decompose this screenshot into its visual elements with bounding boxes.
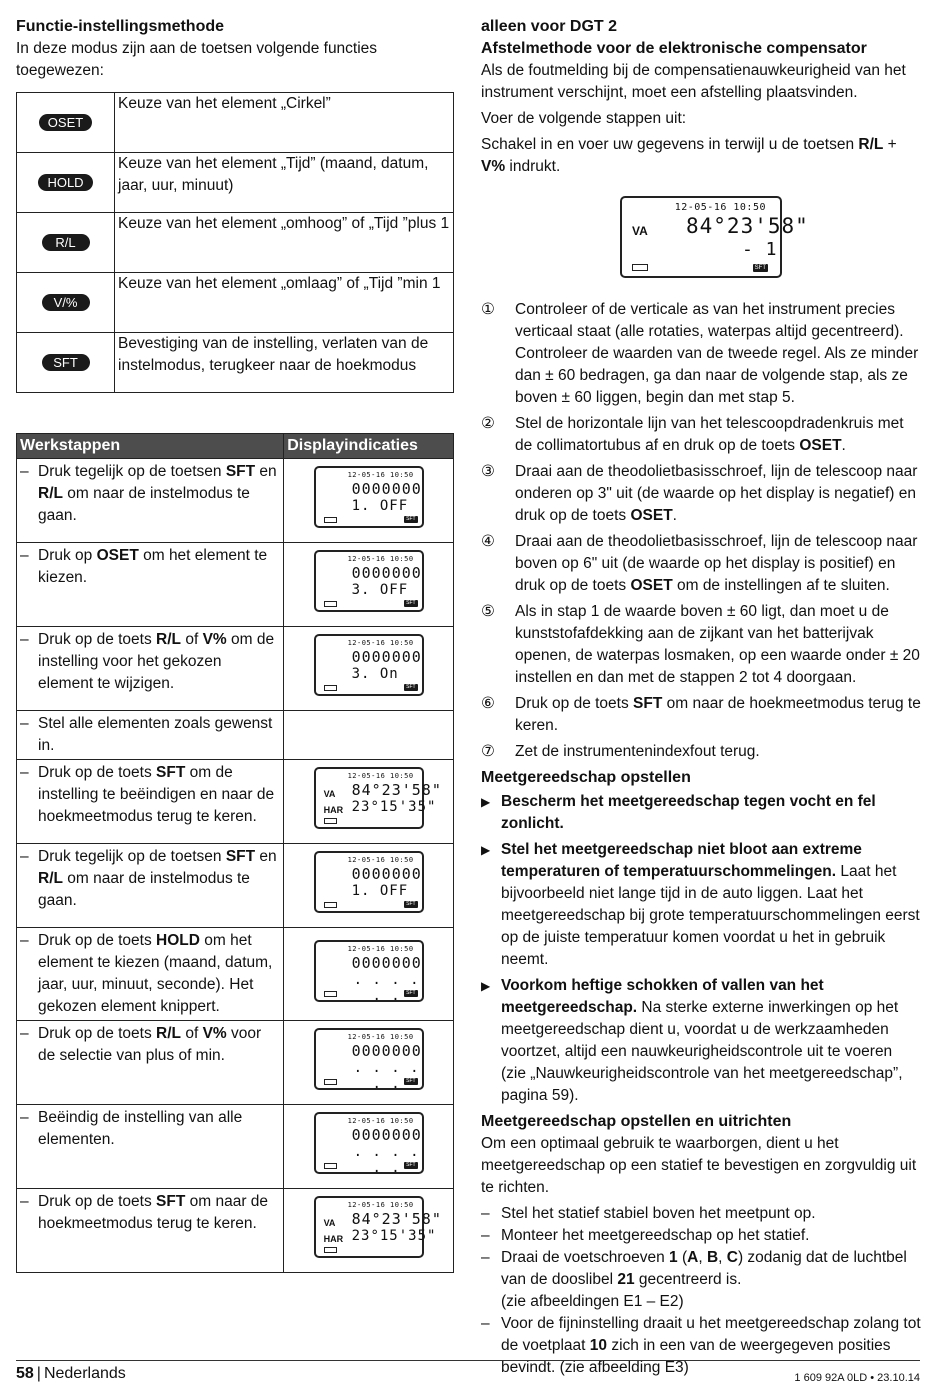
warning-item [481,975,921,1107]
footer-page-language [16,1363,126,1383]
function-row [17,213,454,273]
lcd-timestamp: 12-05-16 10:50 [347,639,414,647]
footer-code: 1 609 92A 0LD • 23.10.14 [794,1372,920,1383]
step-text: Druk op de toets SFT om de instelling te beëindigen en naar de hoekmeetmodus terug te keren. [38,764,275,825]
function-table [16,92,454,393]
paragraph-foutmelding: Als de foutmelding bij de compensatienauwkeurigheid van het instrument verschijnt, moet een afstelling plaatsvinden. [481,62,906,101]
lcd-timestamp: 12-05-16 10:50 [347,772,414,780]
lcd-timestamp: 12-05-16 10:50 [347,1201,414,1209]
lcd-timestamp: 12-05-16 10:50 [347,555,414,563]
triangle-right-icon: ▶ [481,843,491,857]
footer-separator: | [36,1365,41,1382]
warning-text: Bescherm het meetgereedschap tegen vocht en fel zonlicht. [501,793,876,832]
warning-item [481,791,921,835]
lcd-line2: 23°15'35" [351,1228,437,1244]
footer-language: Nederlands [43,1365,126,1382]
steps-table [16,433,454,1273]
step-number: ③ [481,463,495,480]
setup-step-text: Monteer het meetgereedschap op het statief. [501,1227,810,1244]
section-intro: In deze modus zijn aan de toetsen volgende functies toegewezen: [16,40,378,79]
function-row [17,333,454,393]
step-text: Draai aan de theodolietbasisschroef, lijn de telescoop naar boven op 6" uit (de waarde op het display is positief) en druk op de toets OSET om de instellingen af te sluiten. [515,533,918,594]
lcd-display [314,1112,424,1174]
warning-text: Stel het meetgereedschap niet bloot aan extreme temperaturen of temperatuurschommelingen. Laat het bijvoorbeeld niet lange tijd in de auto liggen. Laat het meetgereedschap bij grote temperatuurschommelingen eerst op de juiste temperatuur komen voordat u het in gebruik neemt. [501,841,920,968]
function-row [17,93,454,153]
step-row [17,459,454,543]
lcd-display [314,634,424,696]
sft-indicator-icon: SFT [406,989,416,996]
lcd-timestamp: 12-05-16 10:50 [347,1033,414,1041]
dash-marker: – [20,764,29,781]
numbered-step [481,461,921,527]
dash-marker: – [20,631,29,648]
setup-step [481,1247,921,1313]
step-number: ④ [481,533,495,550]
dash-marker: – [20,1109,29,1126]
lcd-timestamp: 12-05-16 10:50 [347,944,414,953]
lcd-line1: 0000000 [351,953,422,972]
step-text: Als in stap 1 de waarde boven ± 60 ligt, dan moet u de kunststofafdekking aan de zijkant van het batterijvak openen, de waterpas losmaken, op een waarde onder ± 20 instellen en dan met de stappen 2 tot 4 doorgaan. [515,603,920,686]
compensator-display [481,196,921,285]
battery-icon [324,1163,337,1169]
lcd-line2: . . . . . . [353,1060,420,1092]
numbered-step [481,413,921,457]
function-row [17,153,454,213]
lcd-ha-label: HAR [323,1234,344,1244]
display-cell [284,760,454,844]
display-cell [284,1105,454,1189]
lcd-timestamp: 12-05-16 10:50 [674,202,766,213]
step-text-cell [17,844,284,928]
lcd-line2: . . . . . . [353,971,420,1004]
step-text: Draai aan de theodolietbasisschroef, lijn de telescoop naar onderen op 3" uit (de waarde op het display is negatief) en druk op de toets OSET. [515,463,918,524]
lcd-line1: 84°23'58" [351,1210,442,1228]
function-description: Bevestiging van de instelling, verlaten van de instelmodus, terugkeer naar de hoekmodus [115,333,454,393]
lcd-line2: . . . . . . [353,1144,420,1176]
lcd-display [314,1196,442,1258]
display-cell [284,711,454,760]
function-description: Keuze van het element „Tijd” (maand, datum, jaar, uur, minuut) [115,153,454,213]
sft-indicator-icon: SFT [754,265,766,271]
step-text-cell [17,711,284,760]
lcd-line1: 0000000 [351,480,422,498]
lcd-line1: 0000000 [351,1042,422,1060]
step-text: Stel de horizontale lijn van het telescoopdradenkruis met de collimatortubus af en druk op de toets OSET. [515,415,904,454]
key-label: OSET [39,114,92,131]
battery-icon [324,902,337,908]
paragraph-stappen: Voer de volgende stappen uit: [481,110,687,127]
step-text-cell [17,459,284,543]
lcd-display [314,767,442,829]
key-cell [17,93,115,153]
dash-marker: – [20,848,29,865]
dash-marker: – [20,715,29,732]
lcd-line1: 84°23'58" [351,781,442,799]
battery-icon [324,1247,337,1253]
dash-marker: – [20,932,29,949]
step-row [17,543,454,627]
display-cell [284,928,454,1021]
dash-marker: – [20,1025,29,1042]
key-cell [17,273,115,333]
sft-indicator-icon: SFT [406,1162,416,1168]
triangle-right-icon: ▶ [481,979,491,993]
battery-icon [324,1079,337,1085]
key-label: SFT [42,354,90,371]
step-row [17,844,454,928]
paragraph-inschakelen: Schakel in en voer uw gegevens in terwijl u de toetsen R/L + V% indrukt. [481,136,897,175]
numbered-steps [481,299,921,763]
step-row [17,1105,454,1189]
sft-indicator-icon: SFT [406,1078,416,1084]
heading-compensator: Afstelmethode voor de elektronische compensator [481,40,867,57]
dash-marker: – [481,1205,490,1222]
battery-icon [324,818,337,824]
step-number: ① [481,301,495,318]
lcd-line2: - 1 [742,239,778,260]
sft-indicator-icon: SFT [406,600,416,606]
display-cell [284,627,454,711]
lcd-va-label: VA [632,224,648,238]
dash-marker: – [481,1227,490,1244]
step-text-cell [17,928,284,1021]
step-text: Druk op de toets SFT om naar de hoekmeetmodus terug te keren. [38,1193,269,1232]
header-displayindicaties: Displayindicaties [284,434,454,459]
sft-indicator-icon: SFT [406,684,416,690]
warning-text: Voorkom heftige schokken of vallen van het meetgereedschap. Na sterke externe inwerkingen op het meetgereedschap dient u, voordat u de werkzaamheden voortzet, altijd een nauwkeurigheidscontrole uit te voeren (zie „Nauwkeurigheidscontrole van het meetgereedschap”, pagina 59). [501,977,903,1104]
setup-steps [481,1203,921,1379]
dash-marker: – [481,1249,490,1266]
key-label: V/% [42,294,90,311]
lcd-display [314,851,424,913]
key-cell [17,213,115,273]
step-text-cell [17,760,284,844]
setup-step-text: Draai de voetschroeven 1 (A, B, C) zodanig dat de luchtbel van de dooslibel 21 gecentreerd is. (zie afbeeldingen E1 – E2) [501,1249,907,1310]
step-row [17,1021,454,1105]
lcd-display [314,550,424,612]
heading-uitrichten: Meetgereedschap opstellen en uitrichten [481,1113,792,1130]
lcd-line1: 0000000 [351,648,422,666]
battery-icon [324,601,337,607]
setup-step [481,1203,921,1225]
warning-item [481,839,921,971]
lcd-line1: 0000000 [351,865,422,883]
display-cell [284,1021,454,1105]
numbered-step [481,741,921,763]
triangle-right-icon: ▶ [481,795,491,809]
right-column [481,16,921,1379]
key-cell [17,153,115,213]
lcd-display [314,1028,424,1090]
key-cell [17,333,115,393]
step-text: Druk op de toets HOLD om het element te kiezen (maand, datum, jaar, uur, minuut, seconde). Het gekozen element knippert. [38,932,273,1015]
step-number: ② [481,415,495,432]
lcd-display [314,466,424,528]
dash-marker: – [20,1193,29,1210]
setup-step [481,1225,921,1247]
step-text: Controleer of de verticale as van het instrument precies verticaal staat (alle rotaties, waterpas altijd gecentreerd). Controleer de waarden van de tweede regel. Als ze minder dan ± 60 bedragen, ga dan naar de volgende stap, als ze boven ± 60 liggen, begin dan met stap 5. [515,301,919,406]
dash-marker: – [20,463,29,480]
header-werkstappen: Werkstappen [17,434,284,459]
step-text-cell [17,543,284,627]
function-description: Keuze van het element „omhoog” of „Tijd ”plus 1 [115,213,454,273]
battery-icon [632,264,648,271]
sft-indicator-icon: SFT [406,901,416,907]
battery-icon [324,991,337,997]
lcd-display [620,196,809,278]
function-description: Keuze van het element „omlaag” of „Tijd ”min 1 [115,273,454,333]
heading-dgt2: alleen voor DGT 2 [481,18,618,35]
setup-step-text: Stel het statief stabiel boven het meetpunt op. [501,1205,816,1222]
paragraph-statief: Om een optimaal gebruik te waarborgen, dient u het meetgereedschap op een statief te bevestigen en zorgvuldig uit te richten. [481,1135,917,1196]
step-row [17,627,454,711]
step-text: Beëindig de instelling van alle elementen. [38,1109,243,1148]
step-number: ⑤ [481,603,495,620]
lcd-line2: 3. On [351,666,399,682]
dash-marker: – [481,1315,490,1332]
setup-step-text: Voor de fijninstelling draait u het meetgereedschap zolang tot de voetplaat 10 zich in een van de weergegeven posities bevindt. (zie afbeelding E3) [501,1315,921,1376]
key-label: R/L [42,234,90,251]
step-text: Druk op de toets R/L of V% om de instelling voor het gekozen element te wijzigen. [38,631,275,692]
lcd-va-label: VA [323,789,336,799]
lcd-line2: 1. OFF [351,883,409,899]
lcd-timestamp: 12-05-16 10:50 [347,1117,414,1125]
lcd-line2: 1. OFF [351,498,409,514]
step-text: Druk op de toets SFT om naar de hoekmeetmodus terug te keren. [515,695,921,734]
lcd-ha-label: HAR [323,805,344,815]
lcd-timestamp: 12-05-16 10:50 [347,471,414,479]
numbered-step [481,531,921,597]
numbered-step [481,299,921,409]
step-number: ⑦ [481,743,495,760]
function-row [17,273,454,333]
heading-opstellen: Meetgereedschap opstellen [481,769,691,786]
function-description: Keuze van het element „Cirkel” [115,93,454,153]
sft-indicator-icon: SFT [406,516,416,522]
dash-marker: – [20,547,29,564]
step-row [17,1189,454,1273]
key-label: HOLD [38,174,92,191]
step-text-cell [17,1189,284,1273]
numbered-step [481,601,921,689]
display-cell [284,459,454,543]
lcd-timestamp: 12-05-16 10:50 [347,856,414,864]
step-text: Druk op OSET om het element te kiezen. [38,547,268,586]
lcd-va-label: VA [323,1218,336,1228]
step-row [17,928,454,1021]
step-text-cell [17,1021,284,1105]
section-title: Functie-instellingsmethode [16,18,225,35]
warning-bullets [481,791,921,1107]
step-number: ⑥ [481,695,495,712]
battery-icon [324,685,337,691]
page-footer [16,1360,920,1383]
step-row [17,711,454,760]
lcd-line1: 84°23'58" [686,214,809,238]
lcd-line1: 0000000 [351,564,422,582]
lcd-line2: 3. OFF [351,582,409,598]
display-cell [284,1189,454,1273]
step-row [17,760,454,844]
step-text: Stel alle elementen zoals gewenst in. [38,715,273,754]
step-text: Druk tegelijk op de toetsen SFT en R/L om naar de instelmodus te gaan. [38,463,277,524]
display-cell [284,844,454,928]
display-cell [284,543,454,627]
step-text-cell [17,1105,284,1189]
step-text-cell [17,627,284,711]
step-text: Druk op de toets R/L of V% voor de selectie van plus of min. [38,1025,262,1064]
battery-icon [324,517,337,523]
lcd-line1: 0000000 [351,1126,422,1144]
lcd-display [314,940,424,1002]
step-text: Druk tegelijk op de toetsen SFT en R/L om naar de instelmodus te gaan. [38,848,277,909]
step-text: Zet de instrumentenindexfout terug. [515,743,760,760]
left-column [16,16,454,1273]
lcd-line2: 23°15'35" [351,799,437,815]
numbered-step [481,693,921,737]
page-number: 58 [16,1365,34,1382]
